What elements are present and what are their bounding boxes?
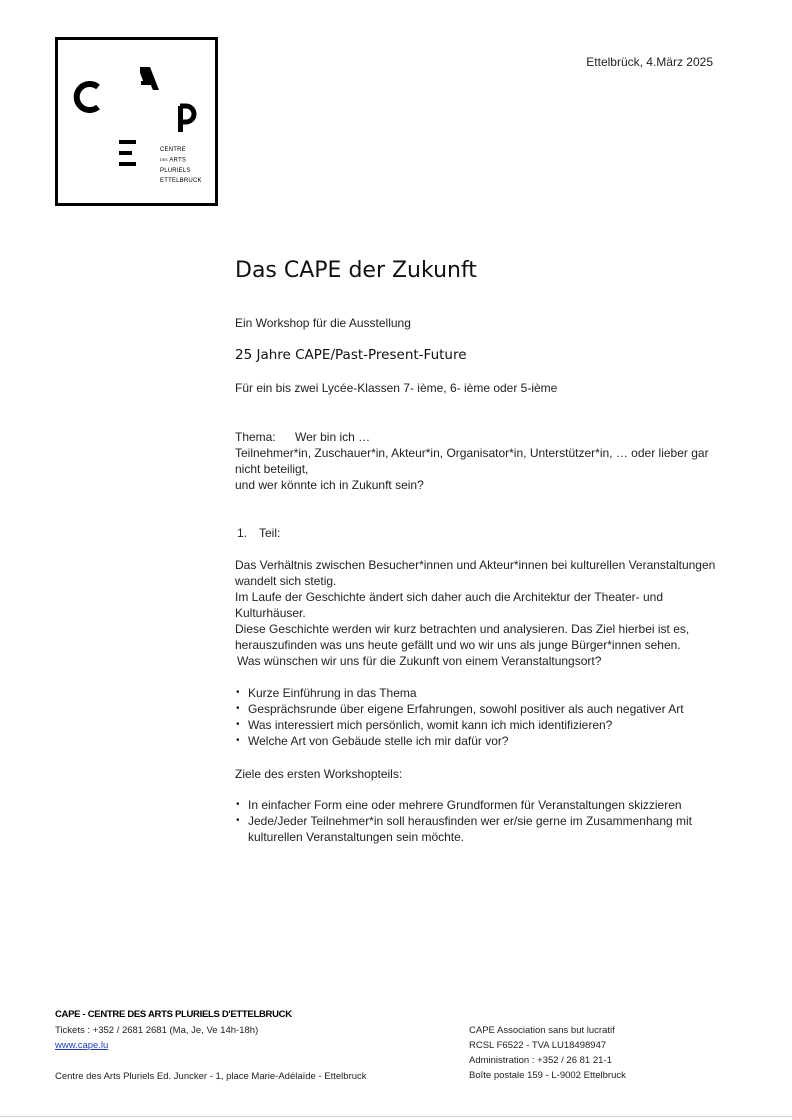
logo-tagline-line: PLURIELS: [160, 167, 191, 174]
footer-association: CAPE Association sans but lucratif: [469, 1025, 615, 1036]
audience-line: Für ein bis zwei Lycée-Klassen 7- ième, 6- ième oder 5-ième: [235, 381, 558, 395]
footer-org-name: CAPE - CENTRE DES ARTS PLURIELS D'ETTELBRUCK: [55, 1009, 292, 1020]
cape-logo: [55, 37, 218, 206]
goals-list: [235, 797, 735, 845]
footer-postal: Boîte postale 159 - L-9002 Ettelbruck: [469, 1070, 626, 1081]
footer-rcsl: RCSL F6522 - TVA LU18498947: [469, 1040, 607, 1051]
footer-legal: [469, 1023, 626, 1083]
logo-letter-e: [119, 140, 136, 166]
list-item: • Gesprächsrunde über eigene Erfahrungen, sowohl positiver als auch negativer Art: [235, 701, 735, 717]
logo-letter-c: [77, 84, 98, 110]
list-item: • In einfacher Form eine oder mehrere Grundformen für Veranstaltungen skizzieren: [235, 797, 735, 813]
theme-question: und wer könnte ich in Zukunft sein?: [235, 478, 424, 492]
logo-tagline: [160, 145, 202, 186]
list-item: • Kurze Einführung in das Thema: [235, 685, 735, 701]
intro-sentence: Was wünschen wir uns für die Zukunft von einem Veranstaltungsort?: [237, 654, 602, 668]
part-number: 1.: [237, 526, 248, 540]
footer-contact: [55, 1023, 258, 1053]
intro-sentence: Diese Geschichte werden wir kurz betrachten und analysieren. Das Ziel hierbei ist es, herauszufinden was uns heute gefällt und wo wir uns als junge Bürger*innen sehen.: [235, 622, 690, 652]
page-divider: [0, 1116, 792, 1117]
subtitle: Ein Workshop für die Ausstellung: [235, 316, 411, 330]
letter-date: Ettelbrück, 4.März 2025: [586, 55, 713, 69]
list-item: • Was interessiert mich persönlich, womit kann ich mich identifizieren?: [235, 717, 735, 733]
theme-block: [235, 429, 735, 493]
logo-letter-p: [178, 106, 194, 132]
logo-tagline-line: ETTELBRUCK: [160, 177, 202, 184]
theme-roles: Teilnehmer*in, Zuschauer*in, Akteur*in, Organisator*in, Unterstützer*in, … oder lieber gar nicht beteiligt,: [235, 446, 709, 476]
footer-address: Centre des Arts Pluriels Ed. Juncker - 1, place Marie-Adélaïde - Ettelbruck: [55, 1071, 367, 1082]
intro-sentence: Im Laufe der Geschichte ändert sich daher auch die Architektur der Theater- und Kulturhäuser.: [235, 590, 664, 620]
list-item: • Jede/Jeder Teilnehmer*in soll herausfinden wer er/sie gerne im Zusammenhang mit kulturellen Veranstaltungen sein möchte.: [235, 813, 735, 845]
list-item: • Welche Art von Gebäude stelle ich mir dafür vor?: [235, 733, 735, 749]
logo-tagline-line: DES ARTS: [160, 157, 187, 164]
footer-administration: Administration : +352 / 26 81 21-1: [469, 1055, 612, 1066]
goals-heading: Ziele des ersten Workshopteils:: [235, 767, 403, 781]
website-link[interactable]: www.cape.lu: [55, 1040, 109, 1051]
part-label: Teil:: [259, 526, 281, 540]
intro-sentence: Das Verhältnis zwischen Besucher*innen und Akteur*innen bei kulturellen Veranstaltungen wandelt sich stetig.: [235, 558, 716, 588]
theme-label: Thema:: [235, 430, 276, 444]
footer-tickets: Tickets : +352 / 2681 2681 (Ma, Je, Ve 14h-18h): [55, 1025, 259, 1036]
workshop-steps-list: [235, 685, 735, 749]
logo-tagline-line: CENTRE: [160, 147, 186, 153]
part-heading: [235, 525, 735, 541]
theme-line: [235, 429, 735, 445]
logo-letter-a: [140, 67, 159, 90]
intro-paragraph: [235, 557, 735, 669]
theme-value: Wer bin ich …: [295, 430, 371, 444]
document-title: Das CAPE der Zukunft: [235, 258, 477, 283]
exhibition-title: 25 Jahre CAPE/Past-Present-Future: [235, 347, 467, 363]
